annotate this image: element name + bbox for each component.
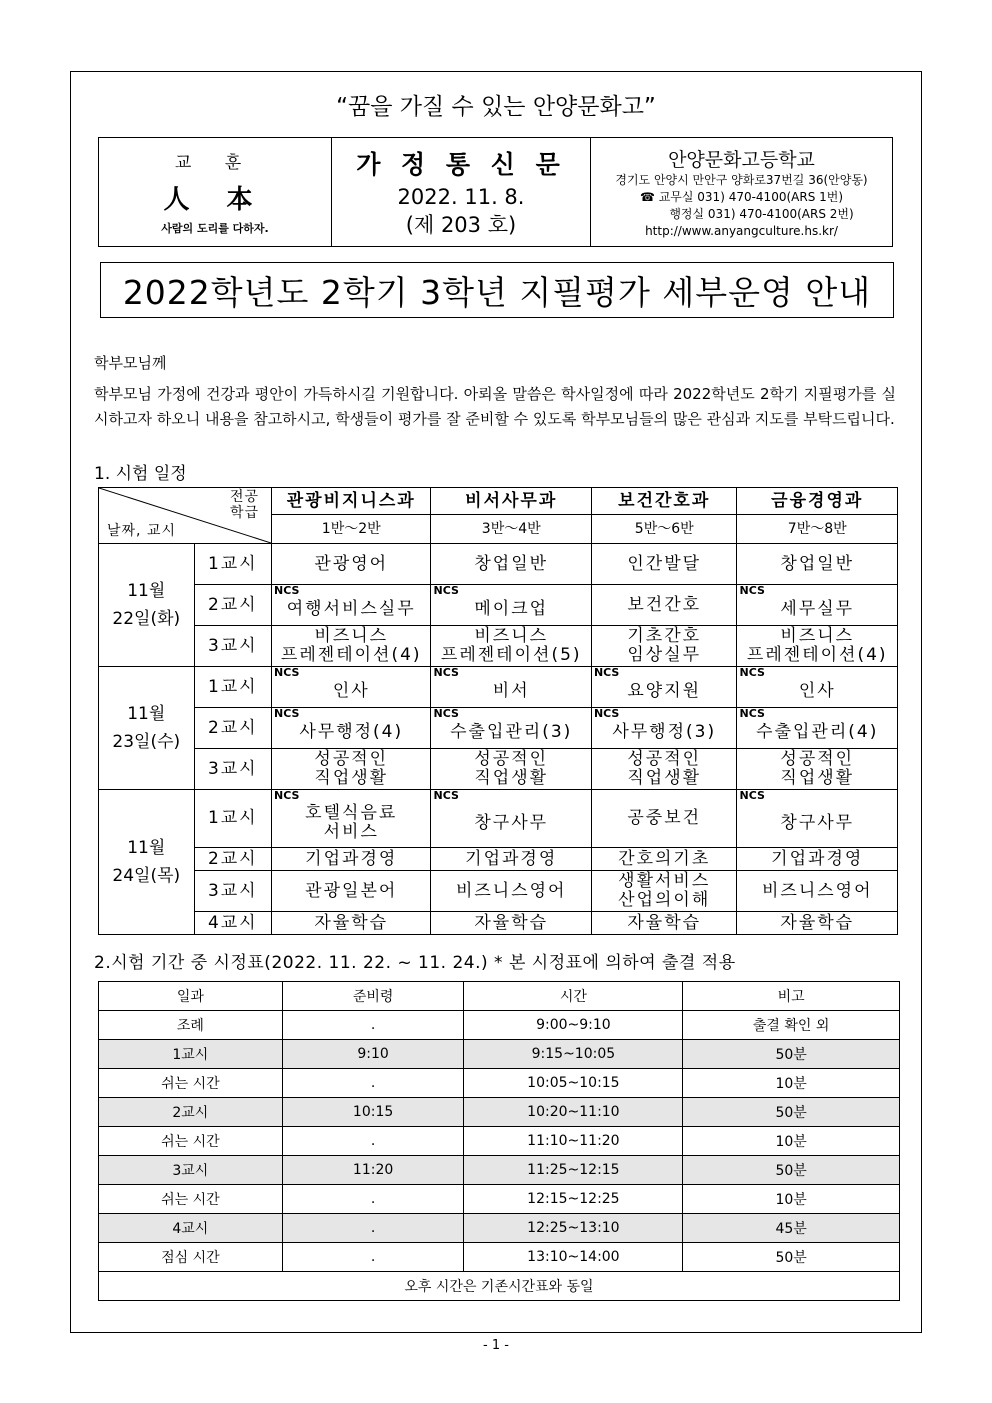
timetable-header: 준비령 xyxy=(282,982,464,1011)
exam-subject-cell xyxy=(272,708,431,749)
exam-subject: 성공적인 직업생활 xyxy=(474,749,549,788)
exam-subject: 인사 xyxy=(798,681,836,701)
school-phone-admin: 행정실 031) 470-4100(ARS 2번) xyxy=(669,206,854,221)
school-website-link[interactable]: http://www.anyangculture.hs.kr/ xyxy=(645,223,838,238)
exam-subject-cell xyxy=(272,912,431,935)
timetable-cell: 쉬는 시간 xyxy=(99,1127,283,1156)
exam-subject: 성공적인 직업생활 xyxy=(314,749,389,788)
timetable-cell: 10:20~11:10 xyxy=(464,1098,683,1127)
newsletter-header xyxy=(98,137,893,247)
newsletter-issue: (제 203 호) xyxy=(405,213,517,237)
class-range: 3반～4반 xyxy=(431,515,591,544)
newsletter-title: 가 정 통 신 문 xyxy=(356,150,566,179)
exam-subject: 기초간호 임상실무 xyxy=(627,626,702,665)
timetable-cell: 점심 시간 xyxy=(99,1243,283,1272)
timetable-cell: 출결 확인 외 xyxy=(683,1011,900,1040)
exam-date-cell xyxy=(99,667,195,790)
exam-subject: 사무행정(4) xyxy=(299,722,404,742)
exam-period-row xyxy=(99,708,898,749)
exam-period-row xyxy=(99,667,898,708)
timetable-cell: 13:10~14:00 xyxy=(464,1243,683,1272)
timetable-row xyxy=(99,1214,900,1243)
timetable-row xyxy=(99,1185,900,1214)
exam-subject-cell xyxy=(737,790,898,848)
exam-subject-cell xyxy=(737,912,898,935)
timetable-row xyxy=(99,1243,900,1272)
timetable-cell: . xyxy=(282,1127,464,1156)
timetable-row xyxy=(99,1127,900,1156)
exam-subject-cell xyxy=(272,585,431,626)
school-address: 경기도 안양시 만안구 양화로37번길 36(안양동) xyxy=(615,172,868,187)
exam-period-row xyxy=(99,585,898,626)
timetable-row xyxy=(99,1156,900,1185)
exam-period-row xyxy=(99,544,898,585)
timetable-row xyxy=(99,1098,900,1127)
exam-subject: 비즈니스 프레젠테이션(5) xyxy=(440,626,582,665)
page-number: - 1 - xyxy=(483,1338,509,1353)
exam-subject: 기업과경영 xyxy=(771,848,864,869)
intro-paragraph: 학부모님 가정에 건강과 평안이 가득하시길 기원합니다. 아뢰올 말씀은 학사일정에 따라 2022학년도 2학기 지필평가를 실시하고자 하오니 내용을 참고하시고, 학생들이 평가를 잘 준비할 수 있도록 학부모님들의 많은 관심과 지도를 부탁드립니다. xyxy=(94,385,896,428)
exam-date-cell xyxy=(99,544,195,667)
exam-subject-cell xyxy=(737,626,898,667)
exam-subject: 비즈니스 프레젠테이션(4) xyxy=(280,626,422,665)
exam-subject-cell xyxy=(737,749,898,790)
exam-subject-cell xyxy=(737,848,898,871)
exam-subject-cell xyxy=(431,749,591,790)
motto: 人 本 xyxy=(163,185,267,215)
period-label: 4교시 xyxy=(194,912,271,935)
timetable-cell: 1교시 xyxy=(99,1040,283,1069)
exam-subject-cell xyxy=(272,667,431,708)
exam-subject: 보건간호 xyxy=(627,594,702,615)
exam-subject: 비즈니스영어 xyxy=(761,880,873,901)
exam-date-month: 11월 xyxy=(127,581,166,601)
motto-subtitle: 사람의 도리를 다하자. xyxy=(161,222,269,235)
class-range: 7반～8반 xyxy=(737,515,898,544)
timetable-cell: . xyxy=(282,1069,464,1098)
section-exam-schedule-title: 1. 시험 일정 xyxy=(94,464,187,484)
exam-subject: 비즈니스영어 xyxy=(455,880,567,901)
exam-subject: 인간발달 xyxy=(627,553,702,574)
school-name: 안양문화고등학교 xyxy=(668,148,815,171)
exam-subject: 성공적인 직업생활 xyxy=(780,749,855,788)
period-label: 3교시 xyxy=(194,871,271,912)
exam-date-month: 11월 xyxy=(127,838,166,858)
timetable-cell: 9:10 xyxy=(282,1040,464,1069)
exam-date-day: 23일(수) xyxy=(112,732,181,752)
exam-subject: 비즈니스 프레젠테이션(4) xyxy=(746,626,888,665)
timetable-header: 비고 xyxy=(683,982,900,1011)
exam-subject-cell xyxy=(431,848,591,871)
corner-header-date: 날짜, 교시 xyxy=(107,523,176,539)
exam-subject-cell xyxy=(591,667,737,708)
timetable-cell: 9:15~10:05 xyxy=(464,1040,683,1069)
period-label: 2교시 xyxy=(194,708,271,749)
exam-subject: 창구사무 xyxy=(780,812,855,833)
timetable-row xyxy=(99,1011,900,1040)
exam-subject-cell xyxy=(431,626,591,667)
timetable-cell: 10:15 xyxy=(282,1098,464,1127)
exam-subject-cell xyxy=(431,871,591,912)
exam-subject: 성공적인 직업생활 xyxy=(627,749,702,788)
exam-subject: 자율학습 xyxy=(314,912,389,933)
exam-subject-cell xyxy=(431,912,591,935)
exam-subject: 여행서비스실무 xyxy=(286,599,416,619)
exam-subject: 수출입관리(3) xyxy=(450,722,573,742)
ncs-badge: NCS xyxy=(739,666,765,679)
timetable-cell: 12:15~12:25 xyxy=(464,1185,683,1214)
exam-subject: 간호의기초 xyxy=(618,848,711,869)
exam-subject: 기업과경영 xyxy=(305,848,398,869)
exam-subject-cell xyxy=(431,708,591,749)
timetable-cell: 쉬는 시간 xyxy=(99,1069,283,1098)
exam-period-row xyxy=(99,912,898,935)
exam-subject-cell xyxy=(737,585,898,626)
exam-subject-cell xyxy=(272,626,431,667)
school-info-cell xyxy=(591,138,893,247)
timetable-header: 일과 xyxy=(99,982,283,1011)
exam-subject-cell xyxy=(272,871,431,912)
ncs-badge: NCS xyxy=(433,584,459,597)
exam-period-row xyxy=(99,848,898,871)
exam-subject-cell xyxy=(737,871,898,912)
document-title: 2022학년도 2학기 3학년 지필평가 세부운영 안내 xyxy=(100,262,894,318)
exam-period-row xyxy=(99,626,898,667)
ncs-badge: NCS xyxy=(274,707,300,720)
exam-subject: 기업과경영 xyxy=(465,848,558,869)
exam-subject-cell xyxy=(591,848,737,871)
timetable-cell: 11:25~12:15 xyxy=(464,1156,683,1185)
exam-subject-cell xyxy=(431,790,591,848)
timetable-row xyxy=(99,1040,900,1069)
corner-header-major: 전공 학급 xyxy=(229,489,259,521)
timetable-cell: . xyxy=(282,1214,464,1243)
exam-date-day: 24일(목) xyxy=(112,866,181,886)
exam-subject-cell xyxy=(591,544,737,585)
exam-subject-cell xyxy=(591,749,737,790)
exam-subject: 수출입관리(4) xyxy=(756,722,879,742)
ncs-badge: NCS xyxy=(274,666,300,679)
exam-subject-cell xyxy=(431,667,591,708)
major-header: 비서사무과 xyxy=(431,488,591,515)
timetable-cell: 2교시 xyxy=(99,1098,283,1127)
exam-subject-cell xyxy=(431,585,591,626)
exam-subject-cell xyxy=(272,544,431,585)
period-label: 2교시 xyxy=(194,848,271,871)
exam-schedule-table xyxy=(98,487,898,935)
timetable-footer-note: 오후 시간은 기존시간표와 동일 xyxy=(99,1272,900,1301)
exam-subject-cell xyxy=(591,871,737,912)
period-label: 1교시 xyxy=(194,790,271,848)
ncs-badge: NCS xyxy=(739,584,765,597)
exam-subject: 관광영어 xyxy=(314,553,389,574)
timetable-cell: 50분 xyxy=(683,1098,900,1127)
motto-label: 교 훈 xyxy=(174,153,256,173)
exam-subject: 호텔식음료 서비스 xyxy=(305,803,398,842)
exam-subject-cell xyxy=(591,626,737,667)
exam-period-row xyxy=(99,790,898,848)
exam-subject: 생활서비스 산업의이해 xyxy=(618,871,711,910)
section-timetable-title: 2.시험 기간 중 시정표(2022. 11. 22. ~ 11. 24.) * 본 시정표에 의하여 출결 적용 xyxy=(94,953,736,973)
ncs-badge: NCS xyxy=(593,666,620,679)
exam-subject: 창업일반 xyxy=(474,553,549,574)
period-label: 1교시 xyxy=(194,667,271,708)
table-corner-cell xyxy=(99,488,272,544)
exam-subject-cell xyxy=(272,848,431,871)
exam-subject: 자율학습 xyxy=(780,912,855,933)
exam-subject: 요양지원 xyxy=(627,681,702,701)
newsletter-date: 2022. 11. 8. xyxy=(397,185,525,209)
exam-subject-cell xyxy=(591,912,737,935)
major-header: 보건간호과 xyxy=(591,488,737,515)
timetable-cell: 50분 xyxy=(683,1040,900,1069)
exam-date-day: 22일(화) xyxy=(112,609,181,629)
exam-subject: 공중보건 xyxy=(627,808,702,828)
ncs-badge: NCS xyxy=(274,584,300,597)
greeting: 학부모님께 xyxy=(94,354,167,372)
exam-subject: 사무행정(3) xyxy=(612,722,717,742)
timetable-cell: . xyxy=(282,1011,464,1040)
timetable-cell: 12:25~13:10 xyxy=(464,1214,683,1243)
major-header: 금융경영과 xyxy=(737,488,898,515)
exam-subject-cell xyxy=(737,708,898,749)
exam-period-row xyxy=(99,749,898,790)
exam-date-month: 11월 xyxy=(127,704,166,724)
timetable-cell: 10:05~10:15 xyxy=(464,1069,683,1098)
exam-subject-cell xyxy=(591,585,737,626)
exam-subject-cell xyxy=(431,544,591,585)
period-label: 2교시 xyxy=(194,585,271,626)
ncs-badge: NCS xyxy=(433,789,459,802)
timetable-cell: 45분 xyxy=(683,1214,900,1243)
newsletter-cell xyxy=(332,138,591,247)
exam-period-row xyxy=(99,871,898,912)
timetable-cell: . xyxy=(282,1243,464,1272)
class-range: 5반～6반 xyxy=(591,515,737,544)
timetable-cell: 10분 xyxy=(683,1069,900,1098)
timetable-cell: 50분 xyxy=(683,1156,900,1185)
timetable-row xyxy=(99,1069,900,1098)
major-header: 관광비지니스과 xyxy=(272,488,431,515)
period-label: 3교시 xyxy=(194,749,271,790)
period-label: 3교시 xyxy=(194,626,271,667)
ncs-badge: NCS xyxy=(739,707,765,720)
exam-period-timetable xyxy=(98,981,900,1301)
timetable-cell: 조례 xyxy=(99,1011,283,1040)
timetable-cell: 쉬는 시간 xyxy=(99,1185,283,1214)
ncs-badge: NCS xyxy=(433,707,459,720)
school-phone-office: ☎ 교무실 031) 470-4100(ARS 1번) xyxy=(639,189,844,204)
exam-subject-cell xyxy=(272,749,431,790)
motto-cell xyxy=(99,138,332,247)
ncs-badge: NCS xyxy=(433,666,459,679)
period-label: 1교시 xyxy=(194,544,271,585)
timetable-cell: 11:20 xyxy=(282,1156,464,1185)
exam-subject: 자율학습 xyxy=(474,912,549,933)
exam-date-cell xyxy=(99,790,195,935)
exam-subject: 메이크업 xyxy=(474,599,549,619)
timetable-cell: 9:00~9:10 xyxy=(464,1011,683,1040)
ncs-badge: NCS xyxy=(739,789,765,802)
exam-subject-cell xyxy=(737,544,898,585)
exam-subject: 세무실무 xyxy=(780,599,855,619)
school-slogan: “꿈을 가질 수 있는 안양문화고” xyxy=(336,94,656,120)
exam-subject: 비서 xyxy=(492,681,530,701)
exam-subject-cell xyxy=(272,790,431,848)
timetable-footer-row xyxy=(99,1272,900,1301)
timetable-cell: 3교시 xyxy=(99,1156,283,1185)
ncs-badge: NCS xyxy=(593,707,620,720)
exam-subject: 창업일반 xyxy=(780,553,855,574)
ncs-badge: NCS xyxy=(274,789,300,802)
timetable-cell: 50분 xyxy=(683,1243,900,1272)
exam-subject: 인사 xyxy=(332,681,370,701)
exam-subject-cell xyxy=(737,667,898,708)
exam-subject-cell xyxy=(591,790,737,848)
timetable-header: 시간 xyxy=(464,982,683,1011)
exam-subject: 자율학습 xyxy=(627,912,702,933)
class-range: 1반～2반 xyxy=(272,515,431,544)
timetable-cell: 10분 xyxy=(683,1127,900,1156)
exam-subject-cell xyxy=(591,708,737,749)
timetable-cell: 11:10~11:20 xyxy=(464,1127,683,1156)
timetable-cell: . xyxy=(282,1185,464,1214)
exam-subject: 관광일본어 xyxy=(305,880,398,901)
exam-subject: 창구사무 xyxy=(474,812,549,833)
timetable-cell: 10분 xyxy=(683,1185,900,1214)
timetable-cell: 4교시 xyxy=(99,1214,283,1243)
